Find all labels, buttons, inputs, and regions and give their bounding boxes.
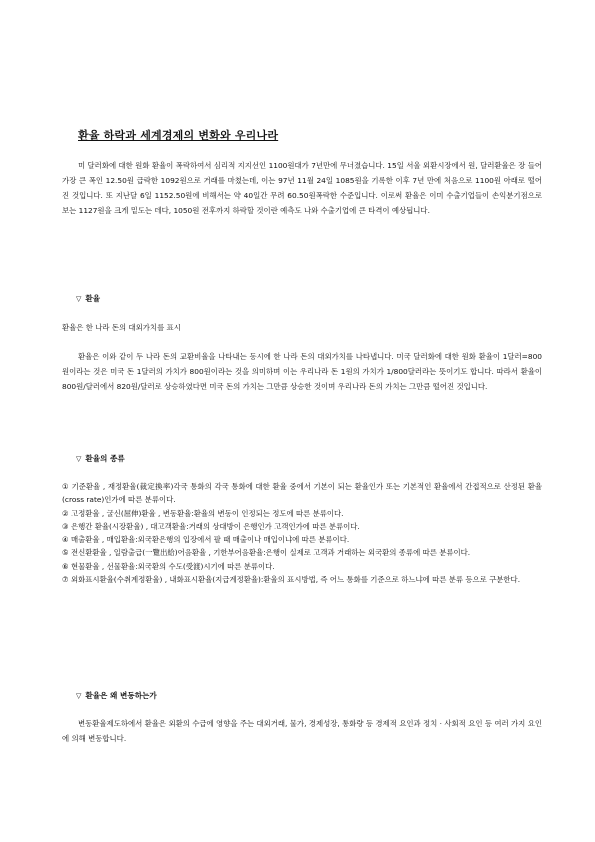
section-heading-exchange-rate [76,293,100,304]
list-item: ⑦ 외화표시환율(수취계정환율) , 내화표시환율(지급계정환율):환율의 표시방법, 즉 어느 통화를 기준으로 하느냐에 따른 분류 등으로 구분한다. [62,575,521,585]
triangle-marker-icon: ▽ [76,295,82,303]
list-item: ② 고정환율 , 굴신(屈伸)환율 , 변동환율:환율의 변동이 인정되는 정도에 따른 분류이다. [62,508,344,518]
definition-line: 환율은 한 나라 돈의 대외가치를 표시 [62,323,181,332]
list-item: ④ 매출환율 , 매입환율:외국환은행의 입장에서 팔 때 매출이나 매입이냐에 따른 분류이다. [62,535,350,545]
triangle-marker-icon: ▽ [76,692,82,700]
section-heading-label: 환율은 왜 변동하는가 [85,691,157,700]
list-item: ① 기준환율 , 재정환율(裁定換率)각국 통화의 각국 통화에 대한 환율 중에서 기본이 되는 환율인가 또는 기본적인 환율에서 간접적으로 산정된 환율(cross rate)인가에 따른 분류이다. [62,482,542,505]
list-item: ⑤ 전신환환율 , 일람출급(一覽出給)어음환율 , 기한부어음환율:은행이 실제로 고객과 거래하는 외국환의 종류에 따른 분류이다. [62,548,471,558]
list-item: ⑥ 현물환율 , 선물환율:외국환의 수도(受渡)시기에 따른 분류이다. [62,561,275,571]
section-heading-rate-types [76,453,125,464]
list-item: ③ 은행간 환율(시장환율) , 대고객환율:거래의 상대방이 은행인가 고객인가에 따른 분류이다. [62,521,360,531]
document-title: 환율 하락과 세계경제의 변화와 우리나라 [78,129,279,142]
section-heading-label: 환율의 종류 [85,454,125,463]
intro-paragraph: 미 달러화에 대한 원화 환율이 폭락하여서 심리적 지지선인 1100원대가 7년만에 무너졌습니다. 15일 서울 외환시장에서 원, 달러환율은 장 들어 가장 큰 폭인 12.50원 급락한 1092원으로 거래를 마쳤는데, 이는 97년 11월 24일 1085원을 기록한 이후 7년 만에 처음으로 1100원 아래로 떨어진 것입니다. 또 지난달 6일 1152.50원에 비해서는 약 40일간 무려 60.50원폭락한 수준입니다. 이로써 환율은 이미 수출기업들이 손익분기점으로 보는 1127원을 크게 밑도는 데다, 1050원 전후까지 하락할 것이란 예측도 나와 수출기업에 큰 타격이 예상됩니다. [62,161,542,215]
section-heading-label: 환율 [85,294,101,303]
exchange-rate-paragraph: 환율은 이와 같이 두 나라 돈의 교환비율을 나타내는 동시에 한 나라 돈의 대외가치를 나타냅니다. 미국 달러화에 대한 원화 환율이 1달러=800원이라는 것은 미국 돈 1달러의 가치가 800원이라는 것을 의미하며 이는 우리나라 돈 1원의 가치가 1/800달러라는 뜻이기도 합니다. 따라서 환율이 800원/달러에서 820원/달러로 상승하였다면 미국 돈의 가치는 그만큼 상승한 것이며 우리나라 돈의 가치는 그만큼 떨어진 것입니다. [62,352,542,391]
rate-types-list [62,480,542,586]
triangle-marker-icon: ▽ [76,455,82,463]
fluctuation-paragraph: 변동환율제도하에서 환율은 외환의 수급에 영향을 주는 대외거래, 물가, 경제성장, 통화량 등 경제적 요인과 정치 · 사회적 요인 등 여러 가지 요인에 의해 변동합니다. [62,719,542,743]
section-heading-rate-fluctuation [76,690,157,701]
